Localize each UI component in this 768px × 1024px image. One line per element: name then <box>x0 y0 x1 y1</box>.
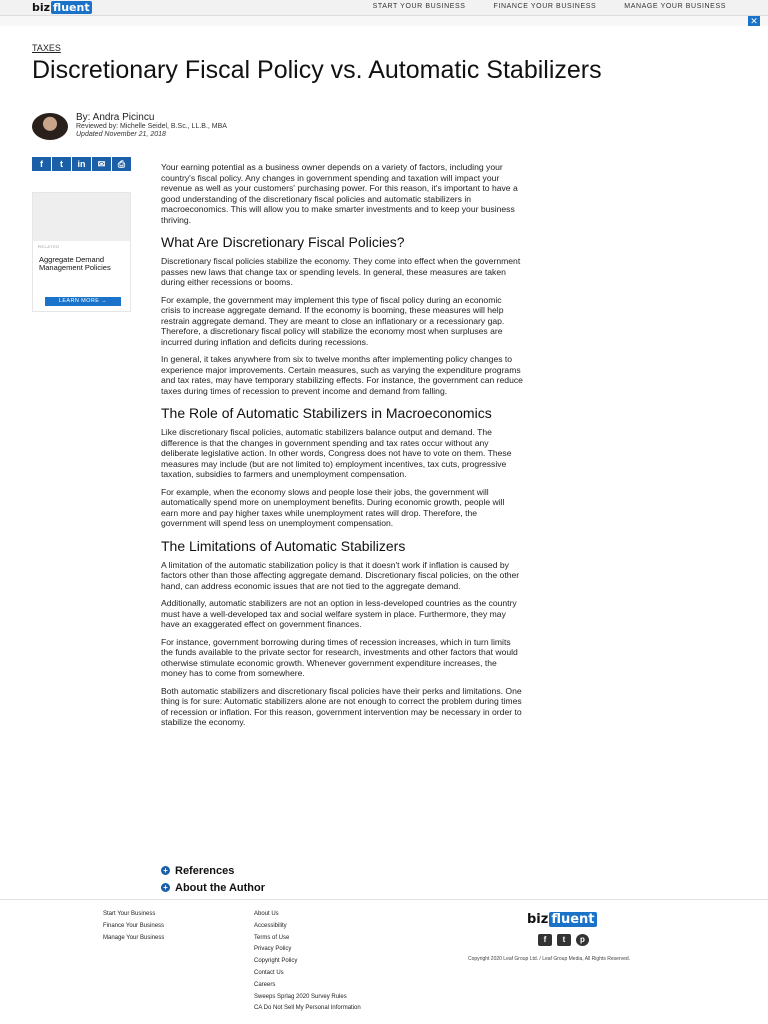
paragraph: Like discretionary fiscal policies, automatic stabilizers balance output and demand. The difference is that the changes in government spending and tax rates occur without any deliberate legislative action. In other words, Congress does not have to vote on them. These measures may include (but are not limited to) employment incentives, tax cuts, progressive taxation, subsidies to farmers and unemployment compensation. <box>161 427 512 479</box>
related-tag: RELATED <box>38 244 60 249</box>
logo-fluent-text: fluent <box>53 1 90 14</box>
footer-link[interactable]: Start Your Business <box>103 911 156 917</box>
paragraph: Discretionary fiscal policies stabilize the economy. They come into effect when the government passes new laws that change tax or spending levels. In general, these measures are taken during either recessions or booms. <box>161 256 521 287</box>
plus-icon: + <box>161 883 170 892</box>
nav-finance-your-business[interactable]: FINANCE YOUR BUSINESS <box>493 3 597 10</box>
share-bar <box>32 157 131 171</box>
section-heading: The Role of Automatic Stabilizers in Macroeconomics <box>161 405 492 421</box>
linkedin-icon[interactable]: in <box>72 157 91 171</box>
footer <box>0 899 768 1024</box>
paragraph: A limitation of the automatic stabilization policy is that it doesn't work if inflation is caused by factors other than those affecting aggregate demand. Discretionary fiscal policies, on the other hand, can address economic issues that are not tied to the aggregate demand. <box>161 559 520 591</box>
top-navigation-bar <box>0 0 768 16</box>
article-toggles <box>161 862 265 896</box>
about-author-toggle[interactable] <box>161 879 265 896</box>
section-heading: What Are Discretionary Fiscal Policies? <box>161 234 405 250</box>
category-link[interactable]: TAXES <box>32 43 61 53</box>
top-nav <box>373 3 726 10</box>
pinterest-icon[interactable]: p <box>576 934 589 946</box>
footer-link[interactable]: Manage Your Business <box>103 934 165 941</box>
footer-col-sections <box>103 909 164 944</box>
paragraph: For example, the government may implement this type of fiscal policy during an economic crisis to increase aggregate demand. If the economy is booming, these measures will help restrain aggregate demand. They are meant to close an inflationary or a recessionary gap. Therefore, a discretionary fiscal policy will stabilize the economy most when surpluses are incurred during inflation and deficits during recessions. <box>161 294 505 347</box>
facebook-icon[interactable]: f <box>32 157 51 171</box>
paragraph: In general, it takes anywhere from six to twelve months after implementing policy changes to experience major improvements. Certain measures, such as varying the expenditure programs and tax rates, may have temporary stabilizing effects. For instance, the government can reduce taxes during times of recession to prevent income and demand from falling. <box>161 354 523 396</box>
references-label: References <box>175 864 235 877</box>
copyright-text: Copyright 2020 Leaf Group Ltd. / Leaf Group Media, All Rights Reserved. <box>468 956 631 962</box>
bizfluent-logo[interactable] <box>32 1 92 14</box>
footer-link[interactable]: About Us <box>254 911 279 917</box>
reviewer-line: Reviewed by: Michelle Seidel, B.Sc., LL.B., MBA <box>76 123 227 130</box>
footer-link[interactable]: Privacy Policy <box>254 946 292 953</box>
author-byline[interactable]: By: Andra Picincu <box>76 112 155 123</box>
related-title[interactable]: Aggregate Demand Management Policies <box>39 255 111 272</box>
footer-link[interactable]: Terms of Use <box>254 934 290 941</box>
references-toggle[interactable] <box>161 862 265 879</box>
close-icon[interactable]: ✕ <box>748 16 760 26</box>
footer-link[interactable]: Careers <box>254 981 276 988</box>
footer-link[interactable]: Finance Your Business <box>103 922 165 929</box>
footer-link[interactable]: Contact Us <box>254 969 284 976</box>
plus-icon: + <box>161 866 170 875</box>
footer-social <box>538 934 589 946</box>
logo-biz-text: biz <box>527 912 549 927</box>
paragraph: Both automatic stabilizers and discretionary fiscal policies have their perks and limitations. One thing is for sure: Automatic stabilizers alone are not enough to correct the problem during times of recession or inflation. For this reason, government intervention may be necessary in order to stabilize the economy. <box>161 685 522 727</box>
footer-link[interactable]: CA Do Not Sell My Personal Information <box>254 1005 361 1012</box>
nav-manage-your-business[interactable]: MANAGE YOUR BUSINESS <box>624 3 726 10</box>
paragraph: For instance, government borrowing during times of recession increases, which in turn limits the funds available to the private sector for research, investments and other factors that would otherwise stimulate economic growth. Whenever government expenditure increases, the money has to come from somewhere. <box>161 636 518 678</box>
paragraph: Additionally, automatic stabilizers are not an option in less-developed countries as the country must have a well-developed tax and social welfare system in place. Furthermore, they may have an exaggerated effect on government finances. <box>161 598 517 629</box>
email-icon[interactable]: ✉ <box>92 157 111 171</box>
logo-biz-text: biz <box>32 1 51 14</box>
footer-link[interactable]: Sweeps Sprlag 2020 Survey Rules <box>254 993 347 1000</box>
related-thumbnail <box>33 193 130 241</box>
ad-banner-strip <box>0 16 768 26</box>
author-avatar <box>32 113 68 140</box>
print-icon[interactable]: ⎙ <box>112 157 131 171</box>
footer-link[interactable]: Copyright Policy <box>254 958 298 965</box>
twitter-icon[interactable]: t <box>52 157 71 171</box>
about-author-label: About the Author <box>175 881 266 894</box>
updated-date: Updated November 21, 2018 <box>76 131 166 138</box>
twitter-icon[interactable]: t <box>557 934 571 946</box>
footer-col-info <box>254 909 361 1015</box>
intro-paragraph: Your earning potential as a business owner depends on a variety of factors, including your country's fiscal policy. Any changes in government spending and taxation will impact your revenue as well as your customers' purchasing power. For this reason, it's important to have a good understanding of the discretionary fiscal policies and automatic stabilizers in macroeconomics. This will allow you to make smarter investments and to keep your business thriving. <box>161 162 518 225</box>
page-title: Discretionary Fiscal Policy vs. Automatic Stabilizers <box>32 56 602 84</box>
learn-more-button[interactable]: LEARN MORE → <box>45 297 121 306</box>
related-article-card[interactable] <box>32 192 131 312</box>
section-heading: The Limitations of Automatic Stabilizers <box>161 537 406 554</box>
article-body <box>161 162 523 728</box>
paragraph: For example, when the economy slows and people lose their jobs, the government will automatically spend more on unemployment benefits. During economic growth, people will earn more and pay higher taxes while unemployment rates will drop. Therefore, the government will spend less on unemployment compensation. <box>161 486 505 528</box>
facebook-icon[interactable]: f <box>538 934 552 946</box>
footer-bizfluent-logo[interactable] <box>527 912 597 927</box>
nav-start-your-business[interactable]: START YOUR BUSINESS <box>372 3 466 10</box>
logo-fluent-text: fluent <box>551 912 595 927</box>
footer-link[interactable]: Accessibility <box>254 922 287 929</box>
